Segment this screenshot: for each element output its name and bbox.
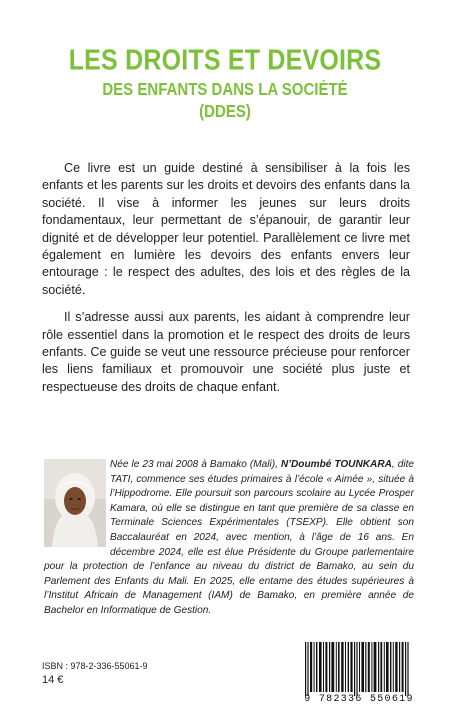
author-bio bbox=[44, 458, 414, 619]
author-name: N’Doumbé TOUNKARA bbox=[280, 459, 392, 470]
summary-paragraph-1: Ce livre est un guide destiné à sensibiliser à la fois les enfants et les parents sur les droits et devoirs des enfants dans la société. Il vise à informer les jeunes sur leurs droits fondamentaux, leur permettant de s’épanouir, de garantir leur dignité et de développer leur potentiel. Parallèlement ce livre met également en lumière les devoirs des enfants envers leur entourage : le respect des adultes, des lois et des règles de la société. bbox=[42, 161, 410, 297]
barcode-number: 9 782336 550619 bbox=[304, 694, 414, 705]
summary-paragraph-2: Il s’adresse aussi aux parents, les aidant à comprendre leur rôle essentiel dans la promotion et le respect des droits de leurs enfants. Ce guide se veut une ressource précieuse pour renforcer les liens familiaux et promouvoir une société plus juste et respectueuse des droits de chaque enfant. bbox=[42, 310, 410, 394]
author-bio-body: , dite TATI, commence ses études primaires à l’école « Aimée », située à l’Hippodrome. Elle poursuit son parcours scolaire au Lycée Prosper Kamara, où elle se distingue en tant que première de sa classe en Terminale Sciences Expérimentales (TSEXP). Elle obtient son Baccalauréat en 2024, avec mention, à l’âge de 16 ans. En décembre 2024, elle est élue Présidente du Groupe parlementaire pour la protection de l’enfance au niveau du district de Bamako, au sein du Parlement des Enfants du Mali. En 2025, elle entame des études supérieures à l’Institut Africain de Management (IAM) de Bamako, en première année de Bachelor en Informatique de Gestion. bbox=[44, 459, 414, 616]
isbn-text: ISBN : 978-2-336-55061-9 bbox=[42, 661, 148, 671]
title-abbreviation: (DDES) bbox=[199, 102, 251, 122]
title-subtitle: DES ENFANTS DANS LA SOCIÉTÉ bbox=[102, 80, 348, 100]
author-bio-intro: Née le 23 mai 2008 à Bamako (Mali), bbox=[110, 459, 281, 470]
price-text: 14 € bbox=[42, 674, 64, 686]
photo-spacer bbox=[44, 458, 110, 548]
barcode-icon bbox=[303, 642, 415, 698]
barcode bbox=[303, 642, 415, 698]
summary-text bbox=[42, 160, 410, 406]
title-main: LES DROITS ET DEVOIRS bbox=[68, 44, 382, 77]
